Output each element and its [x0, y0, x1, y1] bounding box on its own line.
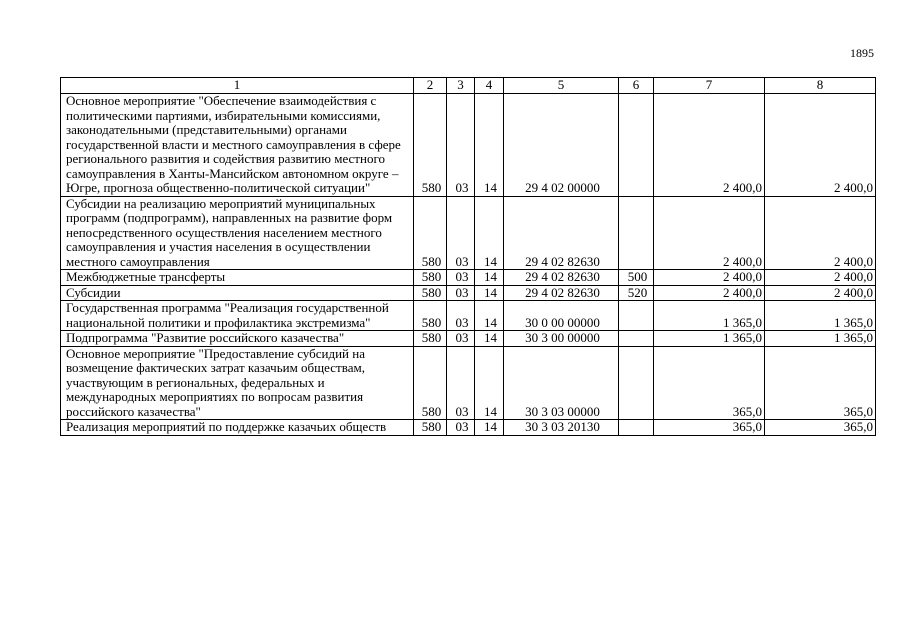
row-name: Межбюджетные трансферты: [61, 270, 414, 286]
row-code-admin: 580: [414, 94, 447, 197]
row-amount-2: 2 400,0: [765, 196, 876, 270]
row-subsection: 14: [475, 301, 504, 331]
row-section: 03: [447, 270, 475, 286]
row-subsection: 14: [475, 196, 504, 270]
row-amount-2: 2 400,0: [765, 285, 876, 301]
row-section: 03: [447, 346, 475, 420]
row-amount-1: 2 400,0: [654, 196, 765, 270]
row-target-article: 30 3 03 20130: [504, 420, 619, 436]
row-code-admin: 580: [414, 270, 447, 286]
row-section: 03: [447, 331, 475, 347]
row-amount-1: 1 365,0: [654, 301, 765, 331]
row-expense-type: [619, 196, 654, 270]
header-cell: 4: [475, 78, 504, 94]
row-amount-1: 2 400,0: [654, 270, 765, 286]
row-amount-2: 1 365,0: [765, 331, 876, 347]
row-name: Субсидии: [61, 285, 414, 301]
row-section: 03: [447, 196, 475, 270]
row-name: Подпрограмма "Развитие российского казачества": [61, 331, 414, 347]
table-header-row: [61, 78, 876, 94]
table-row: [61, 420, 876, 436]
table-row: [61, 270, 876, 286]
row-amount-2: 2 400,0: [765, 270, 876, 286]
row-name: Основное мероприятие "Обеспечение взаимодействия с политическими партиями, избирательными комиссиями, законодательными (представительными) органами государственной власти и местного самоуправления в сфере регионального развития и содействия развитию местного самоуправления в Ханты-Мансийском автономном округе – Югре, прогноза общественно-политической ситуации": [61, 94, 414, 197]
row-target-article: 29 4 02 82630: [504, 196, 619, 270]
row-amount-2: 2 400,0: [765, 94, 876, 197]
header-cell: 3: [447, 78, 475, 94]
row-code-admin: 580: [414, 346, 447, 420]
row-amount-1: 2 400,0: [654, 94, 765, 197]
row-name: Основное мероприятие "Предоставление субсидий на возмещение фактических затрат казачьим обществам, участвующим в региональных, федеральных и международных мероприятиях по вопросам развития российского казачества": [61, 346, 414, 420]
row-target-article: 29 4 02 00000: [504, 94, 619, 197]
row-name: Реализация мероприятий по поддержке казачьих обществ: [61, 420, 414, 436]
row-target-article: 30 3 00 00000: [504, 331, 619, 347]
row-amount-2: 365,0: [765, 420, 876, 436]
row-name: Государственная программа "Реализация государственной национальной политики и профилактика экстремизма": [61, 301, 414, 331]
table-row: [61, 196, 876, 270]
table-row: [61, 346, 876, 420]
row-subsection: 14: [475, 346, 504, 420]
header-cell: 7: [654, 78, 765, 94]
row-code-admin: 580: [414, 331, 447, 347]
header-cell: 5: [504, 78, 619, 94]
row-code-admin: 580: [414, 285, 447, 301]
budget-table: [60, 77, 876, 436]
row-subsection: 14: [475, 94, 504, 197]
row-expense-type: [619, 420, 654, 436]
header-cell: 1: [61, 78, 414, 94]
row-amount-1: 365,0: [654, 346, 765, 420]
row-target-article: 29 4 02 82630: [504, 285, 619, 301]
row-section: 03: [447, 285, 475, 301]
row-expense-type: [619, 94, 654, 197]
header-cell: 2: [414, 78, 447, 94]
row-target-article: 29 4 02 82630: [504, 270, 619, 286]
row-amount-1: 1 365,0: [654, 331, 765, 347]
row-amount-1: 2 400,0: [654, 285, 765, 301]
row-section: 03: [447, 94, 475, 197]
row-amount-2: 365,0: [765, 346, 876, 420]
header-cell: 6: [619, 78, 654, 94]
row-section: 03: [447, 420, 475, 436]
row-target-article: 30 0 00 00000: [504, 301, 619, 331]
page-number: 1895: [850, 46, 874, 60]
row-expense-type: [619, 301, 654, 331]
row-subsection: 14: [475, 331, 504, 347]
row-target-article: 30 3 03 00000: [504, 346, 619, 420]
table-row: [61, 285, 876, 301]
row-subsection: 14: [475, 285, 504, 301]
row-expense-type: 520: [619, 285, 654, 301]
header-cell: 8: [765, 78, 876, 94]
row-expense-type: 500: [619, 270, 654, 286]
row-expense-type: [619, 331, 654, 347]
row-code-admin: 580: [414, 196, 447, 270]
row-subsection: 14: [475, 420, 504, 436]
table-row: [61, 301, 876, 331]
row-amount-1: 365,0: [654, 420, 765, 436]
row-name: Субсидии на реализацию мероприятий муниципальных программ (подпрограмм), направленных на развитие форм непосредственного осуществления населением местного самоуправления и участия населения в осуществлении местного самоуправления: [61, 196, 414, 270]
table-row: [61, 331, 876, 347]
row-code-admin: 580: [414, 420, 447, 436]
row-subsection: 14: [475, 270, 504, 286]
row-expense-type: [619, 346, 654, 420]
row-section: 03: [447, 301, 475, 331]
row-amount-2: 1 365,0: [765, 301, 876, 331]
row-code-admin: 580: [414, 301, 447, 331]
table-row: [61, 94, 876, 197]
